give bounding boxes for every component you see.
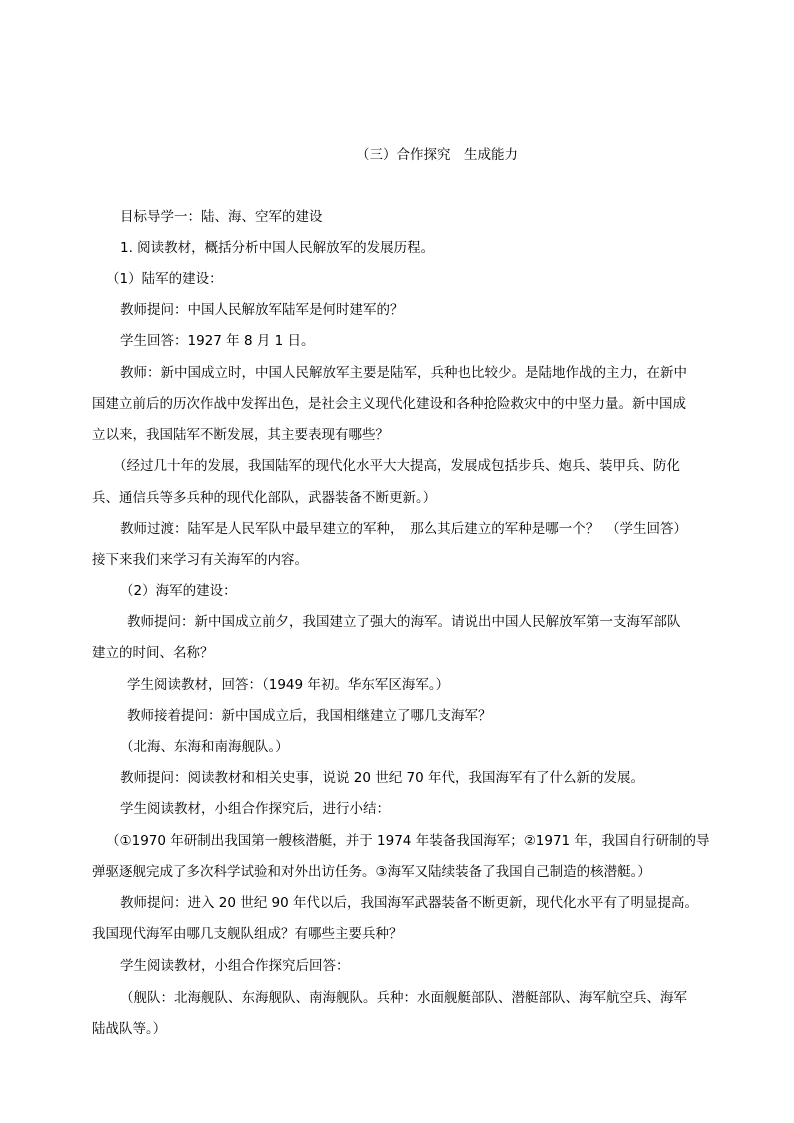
paragraph-line: 教师接着提问：新中国成立后，我国相继建立了哪几支海军？ (127, 708, 492, 724)
paragraph-line: 弹驱逐舰完成了多次科学试验和对外出访任务。③海军又陆续装备了我国自己制造的核潜艇。） (92, 864, 651, 880)
paragraph-line: 教师提问：阅读教材和相关史事，说说 20 世纪 70 年代，我国海军有了什么新的发展。 (120, 770, 645, 786)
paragraph-line: 学生阅读教材，小组合作探究后，进行小结： (120, 801, 390, 817)
paragraph-line: 教师过渡：陆军是人民军队中最早建立的军种， 那么其后建立的军种是哪一个？ （学生回答） (120, 521, 687, 537)
paragraph-line: 建立的时间、名称？ (92, 645, 214, 661)
paragraph-line: 我国现代海军由哪几支舰队组成？有哪些主要兵种？ (92, 926, 403, 942)
subsection-title: 目标导学一：陆、海、空军的建设 (120, 209, 323, 225)
paragraph-line: 学生回答：1927 年 8 月 1 日。 (120, 333, 315, 349)
paragraph-line: （1）陆军的建设： (106, 271, 223, 287)
paragraph-line: 教师：新中国成立时，中国人民解放军主要是陆军，兵种也比较少。是陆地作战的主力，在新中 (120, 365, 687, 381)
paragraph-line: 学生阅读教材，回答：（1949 年初。华东军区海军。） (127, 677, 450, 693)
paragraph-line: 教师提问：进入 20 世纪 90 年代以后，我国海军武器装备不断更新，现代化水平有了明显提高。 (120, 895, 699, 911)
paragraph-line: 学生阅读教材，小组合作探究后回答： (120, 958, 350, 974)
paragraph-line: （经过几十年的发展，我国陆军的现代化水平大大提高，发展成包括步兵、炮兵、装甲兵、防化 (113, 458, 680, 474)
paragraph-line: 兵、通信兵等多兵种的现代化部队，武器装备不断更新。） (92, 490, 437, 506)
paragraph-line: 1. 阅读教材，概括分析中国人民解放军的发展历程。 (120, 240, 435, 256)
paragraph-line: 陆战队等。） (92, 1021, 167, 1037)
paragraph-line: 教师提问：新中国成立前夕，我国建立了强大的海军。请说出中国人民解放军第一支海军部队 (127, 614, 681, 630)
paragraph-line: 教师提问：中国人民解放军陆军是何时建军的？ (120, 302, 404, 318)
paragraph-line: 立以来，我国陆军不断发展，其主要表现有哪些？ (92, 427, 389, 443)
paragraph-line: 国建立前后的历次作战中发挥出色，是社会主义现代化建设和各种抢险救灾中的中坚力量。新中国成 (92, 396, 686, 412)
paragraph-line: 接下来我们来学习有关海军的内容。 (92, 552, 308, 568)
paragraph-line: （①1970 年研制出我国第一艘核潜艇，并于 1974 年装备我国海军；②1971 年，我国自行研制的导 (106, 833, 710, 849)
paragraph-line: （2）海军的建设： (120, 583, 237, 599)
paragraph-line: （北海、东海和南海舰队。） (120, 739, 289, 755)
paragraph-line: （舰队：北海舰队、东海舰队、南海舰队。兵种：水面舰艇部队、潜艇部队、海军航空兵、海军 (120, 990, 687, 1006)
section-heading: （三）合作探究 生成能力 (356, 147, 518, 163)
